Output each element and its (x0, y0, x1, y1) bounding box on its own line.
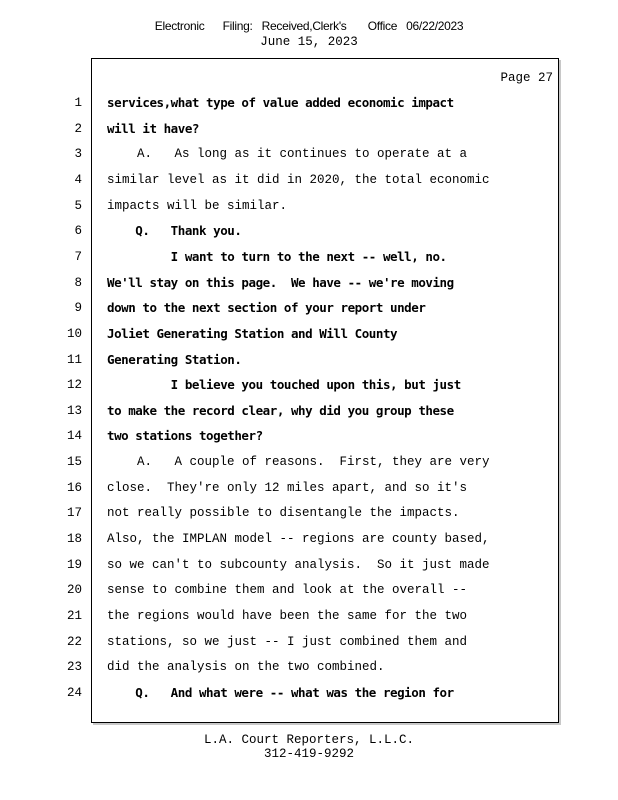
line-number: 13 (66, 403, 82, 418)
line-text: down to the next section of your report under (107, 300, 426, 316)
line-number: 9 (74, 301, 82, 316)
line-text: Q. Thank you. (107, 223, 242, 239)
line-text: Q. And what were -- what was the region for (107, 684, 454, 700)
line-text: sense to combine them and look at the overall -- (107, 583, 468, 598)
line-text: Generating Station. (107, 351, 242, 367)
line-text: Joliet Generating Station and Will County (107, 325, 398, 341)
transcript-line (0, 530, 560, 548)
line-number: 15 (66, 455, 82, 470)
transcript-line (0, 633, 560, 651)
line-number: 18 (66, 532, 82, 547)
line-number: 5 (74, 198, 82, 213)
line-number: 21 (66, 609, 82, 623)
line-text: similar level as it did in 2020, the total economic (107, 172, 490, 187)
line-text: the regions would have been the same for the two (107, 609, 468, 623)
reporter-phone: 312-419-9292 (263, 747, 354, 761)
transcript-line (0, 171, 560, 189)
transcript-line (0, 94, 560, 112)
line-number: 11 (66, 352, 82, 367)
transcript-date: June 15, 2023 (260, 35, 358, 49)
transcript-line (0, 120, 560, 138)
reporter-company: L.A. Court Reporters, L.L.C. (203, 733, 415, 747)
line-text: two stations together? (107, 428, 263, 444)
line-number: 12 (66, 378, 82, 393)
line-text: We'll stay on this page. We have -- we're moving (107, 274, 454, 290)
line-text: I want to turn to the next -- well, no. (107, 248, 447, 264)
line-text: did the analysis on the two combined. (107, 660, 385, 675)
line-text: not really possible to disentangle the impacts. (107, 506, 460, 521)
transcript-line (0, 197, 560, 215)
transcript-line (0, 453, 560, 471)
transcript-line (0, 402, 560, 420)
line-text: will it have? (107, 120, 199, 136)
line-text: to make the record clear, why did you group these (107, 402, 454, 418)
line-text: A. As long as it continues to operate at a (107, 147, 468, 162)
transcript-line (0, 376, 560, 394)
transcript-line (0, 427, 560, 445)
line-number: 3 (74, 147, 82, 162)
transcript-line (0, 145, 560, 163)
line-number: 16 (66, 480, 82, 495)
transcript-line (0, 684, 560, 702)
electronic-filing-stamp: Electronic Filing: Received,Clerk's Office 06/22/2023 (154, 19, 464, 33)
transcript-line (0, 325, 560, 343)
line-text: close. They're only 12 miles apart, and so it's (107, 480, 468, 495)
line-text: so we can't to subcounty analysis. So it just made (107, 557, 490, 572)
transcript-line (0, 479, 560, 497)
line-text: impacts will be similar. (107, 198, 288, 213)
line-text: stations, so we just -- I just combined them and (107, 634, 468, 649)
transcript-line (0, 274, 560, 292)
line-number: 20 (66, 583, 82, 598)
line-number: 7 (74, 249, 82, 264)
transcript-line (0, 222, 560, 240)
line-number: 19 (66, 557, 82, 572)
line-number: 2 (74, 121, 82, 136)
transcript-line (0, 607, 560, 625)
line-number: 23 (66, 660, 82, 675)
line-number: 14 (66, 429, 82, 444)
transcript-line (0, 351, 560, 369)
line-text: Also, the IMPLAN model -- regions are county based, (107, 532, 490, 547)
line-text: A. A couple of reasons. First, they are very (107, 455, 490, 470)
page-number: Page 27 (500, 71, 553, 85)
transcript-line (0, 658, 560, 676)
transcript-line (0, 556, 560, 574)
line-number: 4 (74, 172, 82, 187)
transcript-line (0, 299, 560, 317)
line-number: 22 (66, 634, 82, 649)
line-number: 17 (66, 506, 82, 521)
line-number: 24 (66, 685, 82, 700)
line-number: 8 (74, 275, 82, 290)
transcript-line (0, 581, 560, 599)
line-number: 6 (74, 224, 82, 239)
line-text: services,what type of value added economic impact (107, 95, 454, 110)
transcript-line (0, 248, 560, 266)
line-number: 10 (66, 326, 82, 341)
line-text: I believe you touched upon this, but just (107, 377, 461, 393)
line-number: 1 (74, 96, 82, 110)
transcript-line (0, 504, 560, 522)
